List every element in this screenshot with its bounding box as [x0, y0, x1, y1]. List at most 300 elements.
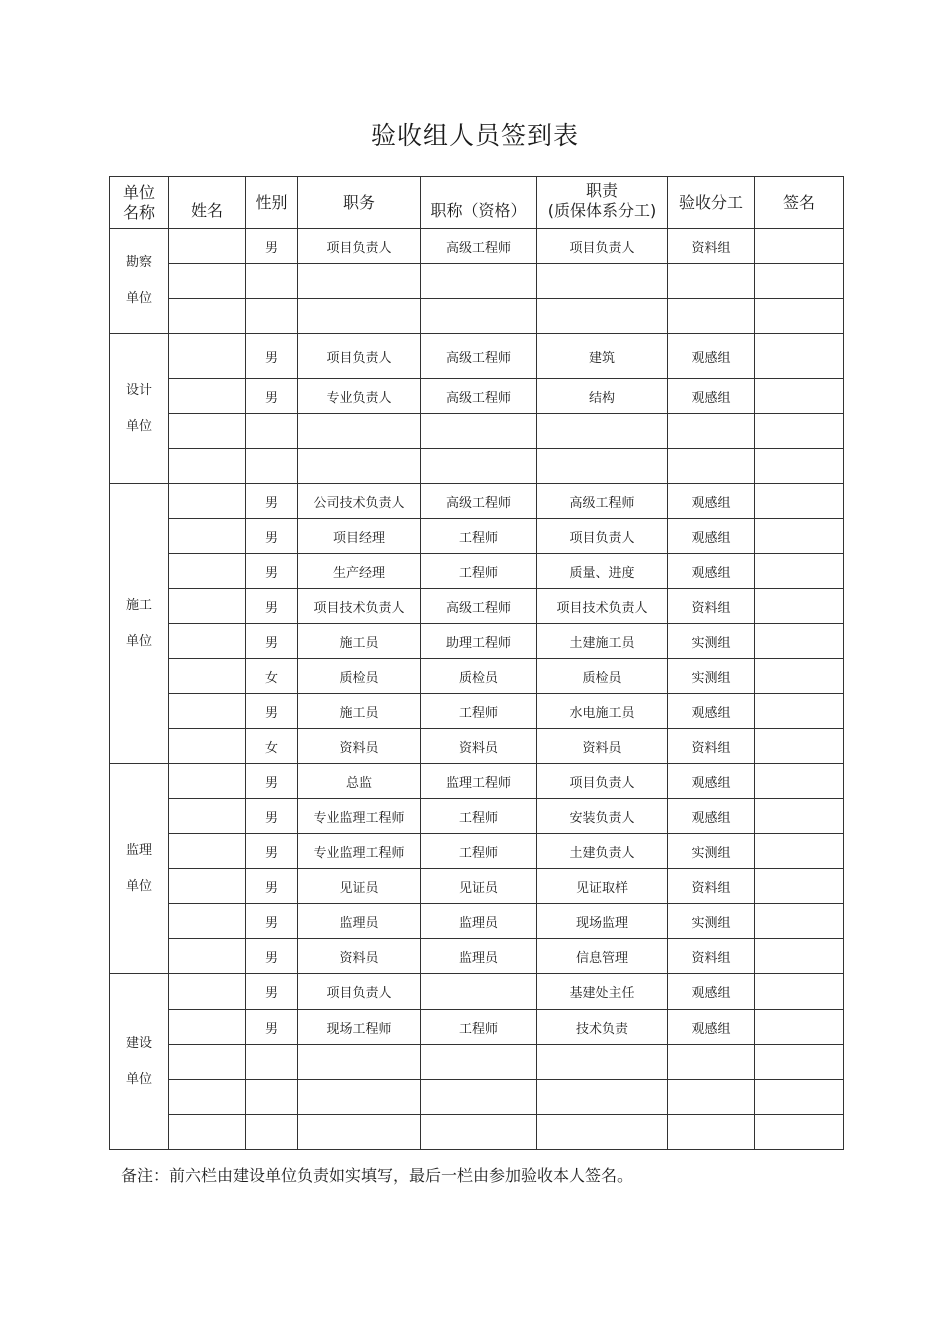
name-cell[interactable]	[169, 414, 246, 449]
name-cell[interactable]	[169, 1010, 246, 1045]
group-cell	[668, 379, 755, 414]
gender-cell	[246, 1045, 298, 1080]
unit-name-cell	[110, 484, 169, 764]
table-row	[110, 729, 844, 764]
name-cell[interactable]	[169, 379, 246, 414]
qualification-value: 高级工程师	[445, 390, 511, 406]
duty-cell	[537, 414, 668, 449]
name-cell[interactable]	[169, 264, 246, 299]
page-title: 验收组人员签到表	[370, 121, 579, 150]
group-value: 观感组	[691, 986, 731, 1001]
gender-value: 男	[264, 705, 278, 721]
name-cell[interactable]	[169, 1080, 246, 1115]
name-cell[interactable]	[169, 869, 246, 904]
gender-cell	[246, 729, 298, 764]
qualification-value: 质检员	[458, 670, 498, 686]
gender-cell	[246, 484, 298, 519]
position-value: 项目负责人	[326, 986, 392, 1001]
qualification-cell	[421, 449, 537, 484]
signature-cell[interactable]	[755, 299, 844, 334]
duty-value: 水电施工员	[569, 705, 635, 721]
header-signature	[755, 177, 844, 229]
group-value: 资料组	[691, 950, 731, 966]
qualification-cell	[421, 554, 537, 589]
qualification-value: 监理员	[458, 915, 498, 931]
signature-cell[interactable]	[755, 1045, 844, 1080]
duty-value: 资料员	[582, 740, 622, 756]
signature-cell[interactable]	[755, 834, 844, 869]
gender-value: 男	[264, 390, 278, 406]
group-value: 资料组	[691, 240, 731, 256]
duty-value: 信息管理	[575, 950, 628, 966]
qualification-cell	[421, 624, 537, 659]
name-cell[interactable]	[169, 449, 246, 484]
name-cell[interactable]	[169, 659, 246, 694]
duty-cell	[537, 264, 668, 299]
gender-value: 女	[264, 670, 278, 686]
qualification-cell	[421, 904, 537, 939]
table-body	[110, 229, 844, 1150]
gender-value: 男	[264, 845, 278, 861]
qualification-value: 高级工程师	[445, 495, 511, 511]
table-row	[110, 519, 844, 554]
header-qualification-label: 职称（资格）	[430, 200, 527, 220]
qualification-cell	[421, 764, 537, 799]
duty-value: 见证取样	[575, 880, 628, 896]
unit-name-cell	[110, 334, 169, 484]
group-value: 观感组	[691, 810, 731, 826]
header-position-label: 职务	[342, 192, 375, 212]
unit-name-cell	[110, 974, 169, 1150]
gender-cell	[246, 1115, 298, 1150]
name-cell[interactable]	[169, 554, 246, 589]
header-row	[110, 177, 844, 229]
gender-value: 女	[264, 740, 278, 756]
sign-in-table	[109, 176, 844, 1150]
name-cell[interactable]	[169, 229, 246, 264]
duty-cell	[537, 379, 668, 414]
duty-cell	[537, 764, 668, 799]
group-value: 观感组	[691, 705, 731, 721]
duty-value: 项目负责人	[569, 240, 635, 256]
gender-value: 男	[264, 1021, 278, 1037]
qualification-cell	[421, 589, 537, 624]
qualification-cell	[421, 484, 537, 519]
gender-cell	[246, 264, 298, 299]
gender-value: 男	[264, 565, 278, 581]
position-cell	[298, 764, 421, 799]
qualification-cell	[421, 229, 537, 264]
position-cell	[298, 1115, 421, 1150]
header-duty-label: 职责 (质保体系分工)	[547, 180, 657, 220]
qualification-cell	[421, 834, 537, 869]
duty-cell	[537, 974, 668, 1010]
duty-cell	[537, 1010, 668, 1045]
name-cell[interactable]	[169, 299, 246, 334]
group-value: 资料组	[691, 880, 731, 896]
position-value: 施工员	[339, 705, 379, 721]
duty-cell	[537, 589, 668, 624]
name-cell[interactable]	[169, 729, 246, 764]
table-row	[110, 264, 844, 299]
signature-cell[interactable]	[755, 334, 844, 379]
name-cell[interactable]	[169, 589, 246, 624]
position-cell	[298, 834, 421, 869]
unit-name: 监理单位	[125, 842, 152, 894]
duty-cell	[537, 299, 668, 334]
position-cell	[298, 694, 421, 729]
qualification-value: 助理工程师	[445, 635, 511, 651]
duty-value: 结构	[588, 390, 615, 406]
gender-cell	[246, 904, 298, 939]
signature-cell[interactable]	[755, 589, 844, 624]
gender-cell	[246, 939, 298, 974]
position-cell	[298, 589, 421, 624]
signature-cell[interactable]	[755, 1115, 844, 1150]
header-signature-label: 签名	[782, 192, 815, 212]
position-cell	[298, 299, 421, 334]
duty-cell	[537, 869, 668, 904]
signature-cell[interactable]	[755, 729, 844, 764]
header-acceptance-group	[668, 177, 755, 229]
position-value: 项目负责人	[326, 240, 392, 256]
qualification-cell	[421, 799, 537, 834]
unit-name-cell	[110, 764, 169, 974]
header-duty	[537, 177, 668, 229]
position-value: 专业监理工程师	[313, 845, 405, 861]
duty-value: 质量、进度	[569, 565, 635, 581]
table-row	[110, 1115, 844, 1150]
group-cell	[668, 729, 755, 764]
signature-cell[interactable]	[755, 939, 844, 974]
qualification-cell	[421, 519, 537, 554]
duty-value: 质检员	[582, 670, 622, 686]
table-row	[110, 834, 844, 869]
table-row	[110, 764, 844, 799]
qualification-cell	[421, 1010, 537, 1045]
position-value: 公司技术负责人	[313, 495, 405, 511]
signature-cell[interactable]	[755, 974, 844, 1010]
gender-value: 男	[264, 880, 278, 896]
group-cell	[668, 624, 755, 659]
qualification-value: 监理员	[458, 950, 498, 966]
group-value: 观感组	[691, 495, 731, 511]
signature-cell[interactable]	[755, 229, 844, 264]
gender-cell	[246, 229, 298, 264]
group-cell	[668, 764, 755, 799]
group-cell	[668, 414, 755, 449]
qualification-cell	[421, 1080, 537, 1115]
group-value: 观感组	[691, 530, 731, 546]
duty-cell	[537, 1045, 668, 1080]
signature-cell[interactable]	[755, 1080, 844, 1115]
group-cell	[668, 229, 755, 264]
group-cell	[668, 334, 755, 379]
position-cell	[298, 799, 421, 834]
name-cell[interactable]	[169, 764, 246, 799]
signature-cell[interactable]	[755, 484, 844, 519]
signature-cell[interactable]	[755, 449, 844, 484]
qualification-cell	[421, 659, 537, 694]
qualification-value: 高级工程师	[445, 240, 511, 256]
table-row	[110, 1010, 844, 1045]
gender-cell	[246, 974, 298, 1010]
gender-value: 男	[264, 915, 278, 931]
position-value: 施工员	[339, 635, 379, 651]
group-cell	[668, 1115, 755, 1150]
gender-cell	[246, 554, 298, 589]
name-cell[interactable]	[169, 799, 246, 834]
qualification-cell	[421, 694, 537, 729]
gender-value: 男	[264, 986, 278, 1001]
position-value: 项目经理	[332, 530, 385, 546]
position-cell	[298, 414, 421, 449]
table-row	[110, 1045, 844, 1080]
duty-value: 现场监理	[575, 915, 628, 931]
gender-value: 男	[264, 530, 278, 546]
position-value: 专业监理工程师	[313, 810, 405, 826]
qualification-cell	[421, 1115, 537, 1150]
group-cell	[668, 554, 755, 589]
signature-cell[interactable]	[755, 764, 844, 799]
position-value: 质检员	[339, 670, 379, 686]
group-cell	[668, 1010, 755, 1045]
qualification-value: 工程师	[458, 810, 498, 826]
gender-value: 男	[264, 350, 278, 366]
name-cell[interactable]	[169, 974, 246, 1010]
signature-cell[interactable]	[755, 869, 844, 904]
duty-value: 建筑	[588, 350, 615, 366]
group-value: 观感组	[691, 775, 731, 791]
signature-cell[interactable]	[755, 519, 844, 554]
table-row	[110, 589, 844, 624]
duty-cell	[537, 519, 668, 554]
position-cell	[298, 974, 421, 1010]
header-qualification	[421, 177, 537, 229]
position-value: 现场工程师	[326, 1021, 392, 1037]
qualification-value: 工程师	[458, 1021, 498, 1037]
group-cell	[668, 484, 755, 519]
position-cell	[298, 904, 421, 939]
qualification-value: 高级工程师	[445, 600, 511, 616]
position-value: 项目负责人	[326, 350, 392, 366]
group-cell	[668, 659, 755, 694]
table-row	[110, 659, 844, 694]
qualification-value: 工程师	[458, 845, 498, 861]
position-cell	[298, 449, 421, 484]
header-unit	[110, 177, 169, 229]
duty-cell	[537, 799, 668, 834]
group-cell	[668, 299, 755, 334]
position-cell	[298, 869, 421, 904]
header-position	[298, 177, 421, 229]
position-cell	[298, 519, 421, 554]
table-row	[110, 229, 844, 264]
group-value: 实测组	[691, 845, 731, 861]
unit-name: 勘察单位	[125, 255, 152, 306]
footnote: 备注：前六栏由建设单位负责如实填写，最后一栏由参加验收本人签名。	[121, 1166, 634, 1185]
unit-name: 设计单位	[125, 382, 152, 434]
name-cell[interactable]	[169, 1045, 246, 1080]
table-row	[110, 414, 844, 449]
gender-value: 男	[264, 240, 278, 256]
duty-value: 基建处主任	[569, 986, 635, 1001]
name-cell[interactable]	[169, 834, 246, 869]
signature-cell[interactable]	[755, 624, 844, 659]
duty-cell	[537, 334, 668, 379]
group-value: 资料组	[691, 600, 731, 616]
gender-value: 男	[264, 775, 278, 791]
duty-value: 项目负责人	[569, 775, 635, 791]
signature-cell[interactable]	[755, 799, 844, 834]
group-cell	[668, 694, 755, 729]
qualification-value: 工程师	[458, 565, 498, 581]
signature-cell[interactable]	[755, 554, 844, 589]
gender-cell	[246, 869, 298, 904]
signature-cell[interactable]	[755, 1010, 844, 1045]
header-unit-label: 单位 名称	[122, 182, 155, 222]
position-value: 总监	[345, 775, 372, 791]
qualification-value: 工程师	[458, 530, 498, 546]
table-row	[110, 869, 844, 904]
table-row	[110, 974, 844, 1010]
gender-cell	[246, 379, 298, 414]
name-cell[interactable]	[169, 334, 246, 379]
group-cell	[668, 589, 755, 624]
gender-cell	[246, 799, 298, 834]
name-cell[interactable]	[169, 904, 246, 939]
gender-cell	[246, 414, 298, 449]
duty-cell	[537, 659, 668, 694]
group-value: 观感组	[691, 565, 731, 581]
name-cell[interactable]	[169, 694, 246, 729]
duty-value: 土建负责人	[569, 845, 635, 861]
duty-value: 安装负责人	[569, 810, 635, 826]
qualification-cell	[421, 299, 537, 334]
duty-cell	[537, 834, 668, 869]
duty-cell	[537, 939, 668, 974]
position-value: 资料员	[339, 740, 379, 756]
gender-value: 男	[264, 950, 278, 966]
duty-cell	[537, 449, 668, 484]
duty-value: 高级工程师	[569, 495, 635, 511]
gender-value: 男	[264, 600, 278, 616]
header-acceptance-group-label: 验收分工	[678, 192, 743, 212]
position-cell	[298, 229, 421, 264]
name-cell[interactable]	[169, 1115, 246, 1150]
name-cell[interactable]	[169, 484, 246, 519]
position-value: 专业负责人	[326, 390, 392, 406]
duty-value: 技术负责	[575, 1021, 628, 1037]
duty-cell	[537, 484, 668, 519]
duty-value: 土建施工员	[569, 635, 635, 651]
name-cell[interactable]	[169, 624, 246, 659]
qualification-cell	[421, 334, 537, 379]
group-cell	[668, 834, 755, 869]
position-value: 项目技术负责人	[313, 600, 405, 616]
table-row	[110, 379, 844, 414]
name-cell[interactable]	[169, 939, 246, 974]
qualification-value: 监理工程师	[445, 775, 511, 791]
duty-cell	[537, 624, 668, 659]
group-cell	[668, 1080, 755, 1115]
table-row	[110, 334, 844, 379]
unit-name: 建设单位	[125, 1035, 152, 1087]
table-row	[110, 939, 844, 974]
table-row	[110, 799, 844, 834]
position-value: 资料员	[339, 950, 379, 966]
group-cell	[668, 869, 755, 904]
qualification-cell	[421, 729, 537, 764]
group-cell	[668, 904, 755, 939]
duty-value: 项目负责人	[569, 530, 635, 546]
qualification-cell	[421, 939, 537, 974]
signature-cell[interactable]	[755, 414, 844, 449]
gender-cell	[246, 694, 298, 729]
gender-cell	[246, 449, 298, 484]
position-cell	[298, 379, 421, 414]
unit-name: 施工单位	[125, 597, 152, 649]
position-value: 生产经理	[332, 565, 385, 581]
signature-cell[interactable]	[755, 904, 844, 939]
position-cell	[298, 1045, 421, 1080]
duty-value: 项目技术负责人	[556, 600, 648, 616]
table-row	[110, 484, 844, 519]
group-value: 观感组	[691, 350, 731, 366]
qualification-cell	[421, 869, 537, 904]
signature-cell[interactable]	[755, 379, 844, 414]
gender-cell	[246, 624, 298, 659]
group-value: 观感组	[691, 1021, 731, 1037]
qualification-value: 资料员	[458, 740, 498, 756]
table-row	[110, 449, 844, 484]
duty-cell	[537, 694, 668, 729]
table-row	[110, 1080, 844, 1115]
duty-cell	[537, 1115, 668, 1150]
gender-cell	[246, 299, 298, 334]
duty-cell	[537, 729, 668, 764]
signature-cell[interactable]	[755, 659, 844, 694]
duty-cell	[537, 1080, 668, 1115]
group-cell	[668, 974, 755, 1010]
group-value: 实测组	[691, 635, 731, 651]
signature-cell[interactable]	[755, 264, 844, 299]
duty-cell	[537, 229, 668, 264]
header-gender-label: 性别	[255, 192, 288, 212]
group-value: 观感组	[691, 390, 731, 406]
position-cell	[298, 1010, 421, 1045]
name-cell[interactable]	[169, 519, 246, 554]
duty-cell	[537, 904, 668, 939]
qualification-value: 工程师	[458, 705, 498, 721]
gender-cell	[246, 519, 298, 554]
header-gender	[246, 177, 298, 229]
signature-cell[interactable]	[755, 694, 844, 729]
table-row	[110, 299, 844, 334]
table-row	[110, 554, 844, 589]
table-row	[110, 624, 844, 659]
duty-cell	[537, 554, 668, 589]
gender-value: 男	[264, 495, 278, 511]
qualification-value: 高级工程师	[445, 350, 511, 366]
gender-value: 男	[264, 635, 278, 651]
gender-cell	[246, 589, 298, 624]
qualification-cell	[421, 974, 537, 1010]
table-row	[110, 694, 844, 729]
position-value: 见证员	[339, 880, 379, 896]
position-cell	[298, 334, 421, 379]
group-value: 实测组	[691, 915, 731, 931]
